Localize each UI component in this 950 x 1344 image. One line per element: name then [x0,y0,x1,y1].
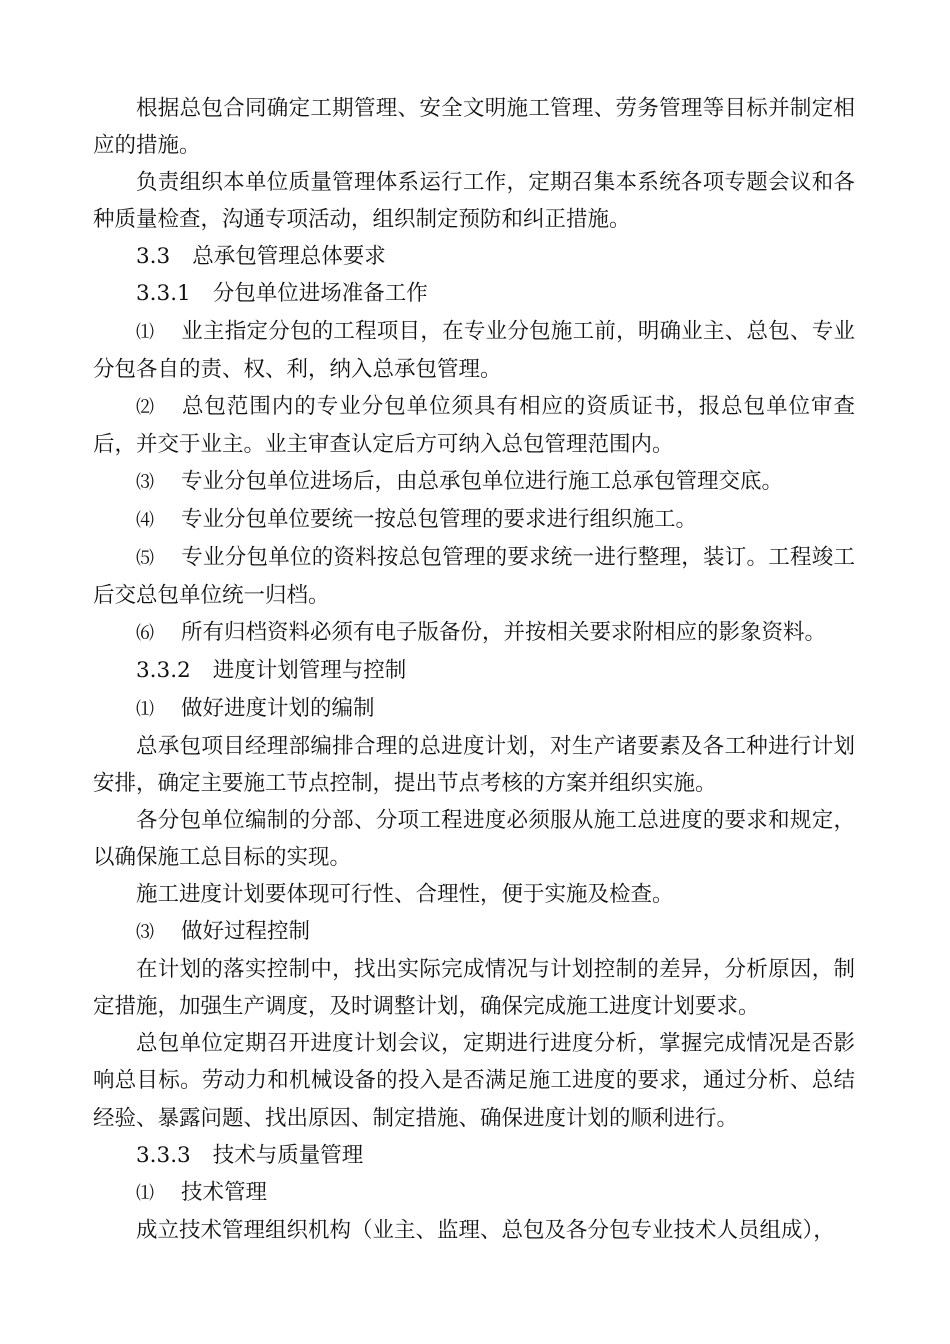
list-item [93,313,855,388]
list-marker: ⑸ [136,548,154,570]
list-marker: ⑴ [136,698,154,720]
list-item [93,1174,855,1212]
list-marker: ⑹ [136,623,154,645]
section-title: 总承包管理总体要求 [192,244,386,270]
paragraph: 施工进度计划要体现可行性、合理性，便于实施及检查。 [136,881,674,907]
list-item [93,463,855,501]
paragraph: 负责组织本单位质量管理体系运行工作，定期召集本系统各项专题会议和各种质量检查，沟通专项活动，组织制定预防和纠正措施。 [93,170,855,233]
list-marker: ⑵ [136,396,154,418]
section-heading [93,1137,855,1174]
paragraph: 根据总包合同确定工期管理、安全文明施工管理、劳务管理等目标并制定相应的措施。 [93,96,855,159]
list-item [93,614,855,652]
list-marker: ⑶ [136,922,154,944]
section-number: 3.3.3 [136,1142,191,1168]
list-item [93,539,855,614]
list-marker: ⑷ [136,510,154,532]
list-marker: ⑶ [136,471,154,493]
list-item-text: 技术管理 [181,1179,268,1205]
list-item-text: 做好进度计划的编制 [181,695,375,721]
section-title: 进度计划管理与控制 [212,658,407,684]
list-item-text: 专业分包单位的资料按总包管理的要求统一进行整理，装订。工程竣工后交总包单位统一归档。 [93,545,855,609]
section-number: 3.3.2 [136,658,191,684]
list-item-text: 业主指定分包的工程项目，在专业分包施工前，明确业主、总包、专业分包各自的责、权、利，纳入总承包管理。 [93,318,855,382]
section-number: 3.3.1 [136,281,191,307]
list-item-text: 总包范围内的专业分包单位须具有相应的资质证书，报总包单位审查后，并交于业主。业主审查认定后方可纳入总包管理范围内。 [93,393,855,457]
list-item [93,501,855,539]
section-heading [93,238,855,275]
document-page [93,90,855,1249]
paragraph: 各分包单位编制的分部、分项工程进度必须服从施工总进度的要求和规定，以确保施工总目标的实现。 [93,807,855,870]
list-item-text: 专业分包单位要统一按总包管理的要求进行组织施工。 [181,507,698,533]
section-heading [93,652,855,689]
paragraph: 在计划的落实控制中，找出实际完成情况与计划控制的差异，分析原因，制定措施，加强生产调度，及时调整计划，确保完成施工进度计划要求。 [93,957,855,1020]
list-item-text: 专业分包单位进场后，由总承包单位进行施工总承包管理交底。 [181,468,784,494]
list-item-text: 做好过程控制 [181,919,311,945]
list-item-text: 所有归档资料必须有电子版备份，并按相关要求附相应的影象资料。 [181,620,827,646]
paragraph: 总承包项目经理部编排合理的总进度计划，对生产诸要素及各工种进行计划安排，确定主要施工节点控制，提出节点考核的方案并组织实施。 [93,733,855,796]
list-marker: ⑴ [136,321,154,343]
section-title: 分包单位进场准备工作 [212,281,428,307]
paragraph: 总包单位定期召开进度计划会议，定期进行进度分析，掌握完成情况是否影响总目标。劳动力和机械设备的投入是否满足施工进度的要求，通过分析、总结经验、暴露问题、找出原因、制定措施、确保进度计划的顺利进行。 [93,1031,855,1131]
paragraph: 成立技术管理组织机构（业主、监理、总包及各分包专业技术人员组成）， [136,1217,835,1243]
list-marker: ⑴ [136,1182,154,1204]
list-item [93,913,855,951]
section-heading [93,275,855,312]
list-item [93,388,855,463]
section-number: 3.3 [136,244,171,270]
section-title: 技术与质量管理 [212,1142,364,1168]
list-item [93,690,855,728]
